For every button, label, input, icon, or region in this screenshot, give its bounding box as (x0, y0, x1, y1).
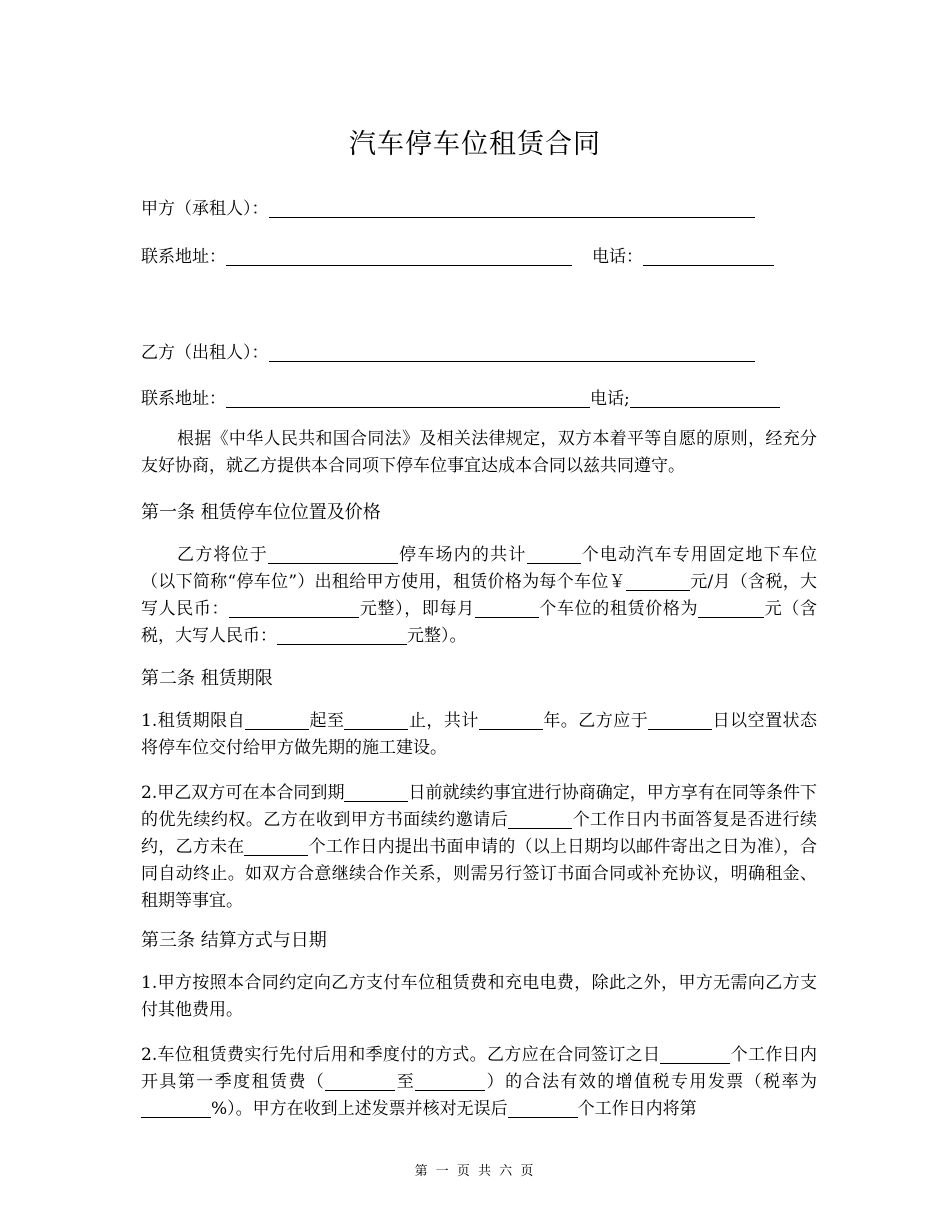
party-a-line (141, 194, 755, 219)
article-2-clause-1 (141, 708, 817, 762)
page-footer: 第 一 页 共 六 页 (414, 1164, 536, 1179)
article-3-clause-2 (141, 1042, 817, 1123)
party-a-phone-field[interactable] (643, 247, 774, 266)
party-b-line (141, 338, 755, 363)
article-3-clause-1: 1.甲方按照本合同约定向乙方支付车位租赁费和充电电费，除此之外，甲方无需向乙方支付其他费用。 (141, 973, 817, 1020)
party-a-name-field[interactable] (269, 199, 755, 218)
art3-p2-text-5: %）。甲方在收到上述发票并核对无误后 (211, 1099, 508, 1119)
invoice-workdays-field[interactable] (660, 1045, 730, 1064)
art3-p2-text-1: 2.车位租赁费实行先付后用和季度付的方式。乙方应在合同签订之日 (141, 1045, 661, 1065)
art1-text-1: 乙方将位于 (177, 545, 268, 565)
article-1-heading: 第一条 租赁停车位位置及价格 (141, 502, 381, 523)
space-count-field[interactable] (527, 545, 581, 564)
art3-p2-text-2: 个工作日内开具第一季度租赁费（ (141, 1045, 818, 1092)
party-b-contact-line (141, 384, 780, 409)
quarter-end-field[interactable] (415, 1072, 485, 1091)
intro-paragraph: 根据《中华人民共和国合同法》及相关法律规定，双方本着平等自愿的原则，经充分友好协商，就乙方提供本合同项下停车位事宜达成本合同以兹共同遵守。 (141, 429, 817, 476)
party-b-name-field[interactable] (269, 343, 755, 362)
art2-p2-text-3: 个工作日内书面答复是否进行续约，乙方未在 (141, 810, 818, 857)
party-b-label: 乙方（出租人）： (141, 343, 269, 363)
art1-text-8: 元整）。 (407, 626, 467, 646)
payment-workdays-field[interactable] (508, 1099, 578, 1118)
art3-p2-text-4: ）的合法有效的增值税专用发票（税率为 (485, 1072, 818, 1092)
article-2-clause-2 (141, 780, 817, 915)
reply-workdays-field[interactable] (508, 810, 572, 829)
total-price-words-field[interactable] (277, 626, 407, 645)
unit-price-words-field[interactable] (229, 599, 359, 618)
article-3-heading: 第三条 结算方式与日期 (141, 930, 327, 951)
art3-p2-text-6: 个工作日内将第 (577, 1099, 697, 1119)
article-1-paragraph (141, 542, 817, 650)
renewal-days-field[interactable] (344, 783, 408, 802)
monthly-space-count-field[interactable] (475, 599, 539, 618)
parking-location-field[interactable] (268, 545, 398, 564)
article-2-heading: 第二条 租赁期限 (141, 668, 273, 689)
art2-p2-text-2: 日前就续约事宜进行协商确定，甲方享有在同等条件下的优先续约权。乙方在收到甲方书面续约邀请后 (141, 783, 817, 830)
art2-p2-text-1: 2.甲乙双方可在本合同到期 (141, 783, 345, 803)
art1-text-4: 元/月（含税，大写人民币： (141, 572, 817, 619)
handover-date-field[interactable] (648, 711, 712, 730)
document-title: 汽车停车位租赁合同 (349, 129, 601, 160)
art2-p1-text-3: 止，共计 (408, 711, 479, 731)
party-b-address-label: 联系地址： (141, 389, 226, 409)
art3-p2-text-3: 至 (395, 1072, 416, 1092)
art2-p2-text-4: 个工作日内提出书面申请的（以上日期均以邮件寄出之日为准），合同自动终止。如双方合意继续合作关系，则需另行签订书面合同或补充协议，明确租金、租期等事宜。 (141, 837, 818, 911)
art1-text-2: 停车场内的共计 (397, 545, 527, 565)
party-a-label: 甲方（承租人）： (141, 199, 269, 219)
unit-price-field[interactable] (626, 572, 690, 591)
tax-rate-field[interactable] (141, 1099, 211, 1118)
art2-p1-text-5: 日以空置状态将停车位交付给甲方做先期的施工建设。 (141, 711, 818, 758)
application-workdays-field[interactable] (244, 837, 308, 856)
party-a-contact-line (141, 242, 774, 267)
art1-text-5: 元整），即每月 (359, 599, 475, 619)
art2-p1-text-2: 起至 (309, 711, 345, 731)
art1-text-3: 个电动汽车专用固定地下车位（以下简称“停车位”）出租给甲方使用，租赁价格为每个车位￥ (141, 545, 818, 592)
quarter-start-field[interactable] (325, 1072, 395, 1091)
lease-end-field[interactable] (344, 711, 408, 730)
art1-text-7: 元（含税，大写人民币： (141, 599, 818, 646)
art1-text-6: 个车位的租赁价格为 (538, 599, 699, 619)
party-a-address-label: 联系地址： (141, 247, 226, 267)
art2-p1-text-1: 1.租赁期限自 (141, 711, 246, 731)
party-b-address-field[interactable] (226, 389, 590, 408)
total-price-field[interactable] (698, 599, 764, 618)
art2-p1-text-4: 年。乙方应于 (542, 711, 649, 731)
lease-start-field[interactable] (245, 711, 309, 730)
party-b-phone-label: 电话; (590, 389, 630, 409)
party-b-phone-field[interactable] (630, 389, 780, 408)
party-a-address-field[interactable] (226, 247, 572, 266)
lease-years-field[interactable] (479, 711, 543, 730)
party-a-phone-label: 电话： (592, 247, 643, 267)
